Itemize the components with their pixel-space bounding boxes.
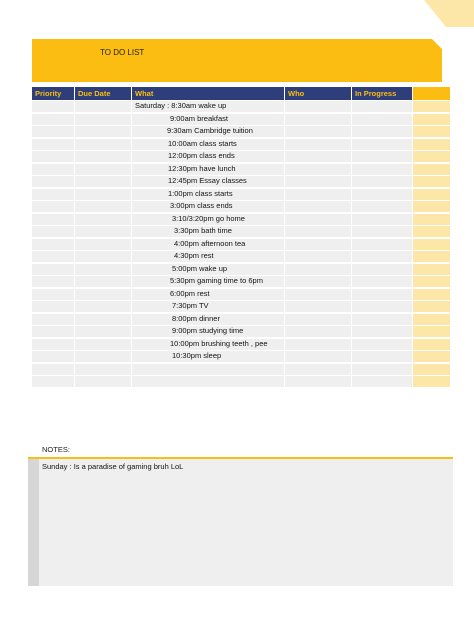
table-cell-highlight xyxy=(413,139,450,150)
table-cell-highlight xyxy=(413,376,450,387)
notes-body[interactable] xyxy=(28,459,453,586)
table-cell-highlight xyxy=(413,214,450,225)
table-cell[interactable] xyxy=(75,289,131,300)
table-cell-highlight xyxy=(413,326,450,337)
table-cell[interactable] xyxy=(32,226,74,237)
title-banner xyxy=(32,39,442,82)
table-cell[interactable] xyxy=(352,376,412,387)
table-cell[interactable] xyxy=(75,251,131,262)
table-cell[interactable] xyxy=(352,164,412,175)
table-cell-highlight xyxy=(413,239,450,250)
task-text: 9:00am breakfast xyxy=(170,113,228,123)
table-cell[interactable] xyxy=(352,264,412,275)
table-cell[interactable] xyxy=(32,289,74,300)
table-cell[interactable] xyxy=(32,114,74,125)
table-cell[interactable] xyxy=(32,151,74,162)
task-text: 3:00pm class ends xyxy=(170,201,233,210)
column-header-priority: Priority xyxy=(32,87,74,100)
table-cell[interactable] xyxy=(285,314,351,325)
table-cell[interactable] xyxy=(285,164,351,175)
table-cell[interactable] xyxy=(75,126,131,137)
task-text: 8:00pm dinner xyxy=(172,313,220,323)
page-title: TO DO LIST xyxy=(100,48,145,57)
column-header-due-date: Due Date xyxy=(75,87,131,100)
table-cell[interactable] xyxy=(75,201,131,212)
table-cell-highlight xyxy=(413,276,450,287)
table-cell-highlight xyxy=(413,351,450,362)
table-cell[interactable] xyxy=(352,314,412,325)
table-cell[interactable] xyxy=(352,339,412,350)
task-text: 10:00am class starts xyxy=(168,138,237,148)
table-cell[interactable] xyxy=(75,326,131,337)
task-text: 6:00pm rest xyxy=(170,288,210,298)
table-cell[interactable] xyxy=(352,364,412,375)
table-cell[interactable] xyxy=(32,164,74,175)
task-text: 7:30pm TV xyxy=(172,301,209,310)
notes-text: Sunday : Is a paradise of gaming bruh LoL xyxy=(42,462,184,471)
table-cell[interactable] xyxy=(285,151,351,162)
table-cell-highlight xyxy=(413,151,450,162)
table-cell[interactable] xyxy=(75,301,131,312)
table-cell[interactable] xyxy=(75,314,131,325)
table-cell[interactable] xyxy=(75,226,131,237)
table-cell[interactable] xyxy=(352,139,412,150)
table-cell[interactable] xyxy=(285,251,351,262)
table-cell[interactable] xyxy=(285,101,351,112)
table-cell-highlight xyxy=(413,164,450,175)
table-cell[interactable] xyxy=(32,301,74,312)
table-cell[interactable] xyxy=(352,176,412,187)
notes-header xyxy=(28,441,453,459)
table-cell[interactable] xyxy=(352,326,412,337)
table-cell[interactable] xyxy=(352,101,412,112)
table-cell-highlight xyxy=(413,101,450,112)
table-cell[interactable] xyxy=(352,351,412,362)
table-cell[interactable] xyxy=(75,176,131,187)
notes-section xyxy=(28,441,453,586)
table-cell[interactable] xyxy=(75,264,131,275)
table-cell[interactable] xyxy=(285,189,351,200)
task-text: 10:00pm brushing teeth , pee xyxy=(170,338,268,348)
task-text: 12:00pm class ends xyxy=(168,151,235,160)
table-cell[interactable] xyxy=(32,239,74,250)
table-cell[interactable] xyxy=(32,201,74,212)
table-cell-highlight xyxy=(413,189,450,200)
table-cell[interactable] xyxy=(75,239,131,250)
table-cell[interactable] xyxy=(285,201,351,212)
table-cell[interactable] xyxy=(32,126,74,137)
notes-label: NOTES: xyxy=(42,445,70,454)
table-cell[interactable] xyxy=(352,114,412,125)
table-cell[interactable] xyxy=(32,326,74,337)
table-cell[interactable] xyxy=(32,214,74,225)
table-cell[interactable] xyxy=(32,339,74,350)
column-header-what: What xyxy=(132,87,284,100)
table-cell-highlight xyxy=(413,201,450,212)
table-cell[interactable] xyxy=(285,214,351,225)
table-cell-highlight xyxy=(413,251,450,262)
table-cell[interactable] xyxy=(32,251,74,262)
table-cell[interactable] xyxy=(285,126,351,137)
table-cell[interactable] xyxy=(352,151,412,162)
column-header-in-progress: In Progress xyxy=(352,87,412,100)
table-cell[interactable] xyxy=(32,189,74,200)
table-cell[interactable] xyxy=(32,176,74,187)
table-cell-highlight xyxy=(413,364,450,375)
column-header-blank xyxy=(413,87,450,100)
table-cell-highlight xyxy=(413,126,450,137)
table-cell[interactable] xyxy=(285,264,351,275)
task-text: 5:30pm gaming time to 6pm xyxy=(170,276,263,285)
table-cell[interactable] xyxy=(352,201,412,212)
table-cell[interactable] xyxy=(32,314,74,325)
table-cell[interactable] xyxy=(352,126,412,137)
table-cell[interactable] xyxy=(132,364,284,375)
table-cell[interactable] xyxy=(32,264,74,275)
table-cell[interactable] xyxy=(285,139,351,150)
table-cell-highlight xyxy=(413,301,450,312)
table-cell-highlight xyxy=(413,289,450,300)
table-cell[interactable] xyxy=(75,351,131,362)
table-cell[interactable] xyxy=(352,189,412,200)
task-text: 5:00pm wake up xyxy=(172,263,228,273)
table-cell-highlight xyxy=(413,226,450,237)
task-text: 12:30pm have lunch xyxy=(168,163,236,173)
table-cell[interactable] xyxy=(285,176,351,187)
task-text: 4:30pm rest xyxy=(174,251,214,260)
table-cell[interactable] xyxy=(32,364,74,375)
table-cell[interactable] xyxy=(285,376,351,387)
task-text: 9:30am Cambridge tuition xyxy=(167,126,253,135)
table-cell[interactable] xyxy=(352,276,412,287)
table-cell[interactable] xyxy=(352,251,412,262)
table-cell[interactable] xyxy=(285,289,351,300)
table-cell[interactable] xyxy=(285,326,351,337)
table-cell[interactable] xyxy=(32,351,74,362)
table-cell[interactable] xyxy=(75,364,131,375)
table-cell[interactable] xyxy=(285,226,351,237)
table-cell[interactable] xyxy=(75,189,131,200)
table-cell[interactable] xyxy=(32,101,74,112)
table-cell[interactable] xyxy=(75,276,131,287)
table-cell[interactable] xyxy=(352,239,412,250)
table-cell[interactable] xyxy=(285,301,351,312)
table-cell-highlight xyxy=(413,339,450,350)
task-text: 3:30pm bath time xyxy=(174,226,232,235)
table-cell[interactable] xyxy=(285,114,351,125)
table-cell[interactable] xyxy=(285,364,351,375)
task-text: Saturday : 8:30am wake up xyxy=(135,101,227,110)
table-cell[interactable] xyxy=(75,114,131,125)
column-header-who: Who xyxy=(285,87,351,100)
table-cell[interactable] xyxy=(75,214,131,225)
table-cell-highlight xyxy=(413,176,450,187)
table-cell[interactable] xyxy=(285,239,351,250)
notes-margin xyxy=(28,459,39,586)
table-cell-highlight xyxy=(413,114,450,125)
table-cell[interactable] xyxy=(75,101,131,112)
table-cell[interactable] xyxy=(32,139,74,150)
table-cell[interactable] xyxy=(285,351,351,362)
table-cell[interactable] xyxy=(352,226,412,237)
corner-tab-decoration xyxy=(424,0,474,27)
task-text: 1:00pm class starts xyxy=(168,188,233,198)
table-cell[interactable] xyxy=(75,151,131,162)
table-cell[interactable] xyxy=(32,276,74,287)
task-text: 4:00pm afternoon tea xyxy=(174,238,246,248)
table-cell[interactable] xyxy=(32,376,74,387)
table-cell[interactable] xyxy=(132,376,284,387)
table-cell[interactable] xyxy=(352,301,412,312)
task-text: 12:45pm Essay classes xyxy=(168,176,247,185)
table-cell-highlight xyxy=(413,264,450,275)
task-text: 9:00pm studying time xyxy=(172,326,244,335)
table-cell[interactable] xyxy=(75,339,131,350)
table-cell-highlight xyxy=(413,314,450,325)
task-text: 3:10/3:20pm go home xyxy=(172,213,245,223)
table-cell[interactable] xyxy=(352,289,412,300)
table-cell[interactable] xyxy=(352,214,412,225)
table-cell[interactable] xyxy=(75,376,131,387)
task-text: 10:30pm sleep xyxy=(172,351,222,360)
table-cell[interactable] xyxy=(75,164,131,175)
table-cell[interactable] xyxy=(285,339,351,350)
table-cell[interactable] xyxy=(285,276,351,287)
table-cell[interactable] xyxy=(75,139,131,150)
